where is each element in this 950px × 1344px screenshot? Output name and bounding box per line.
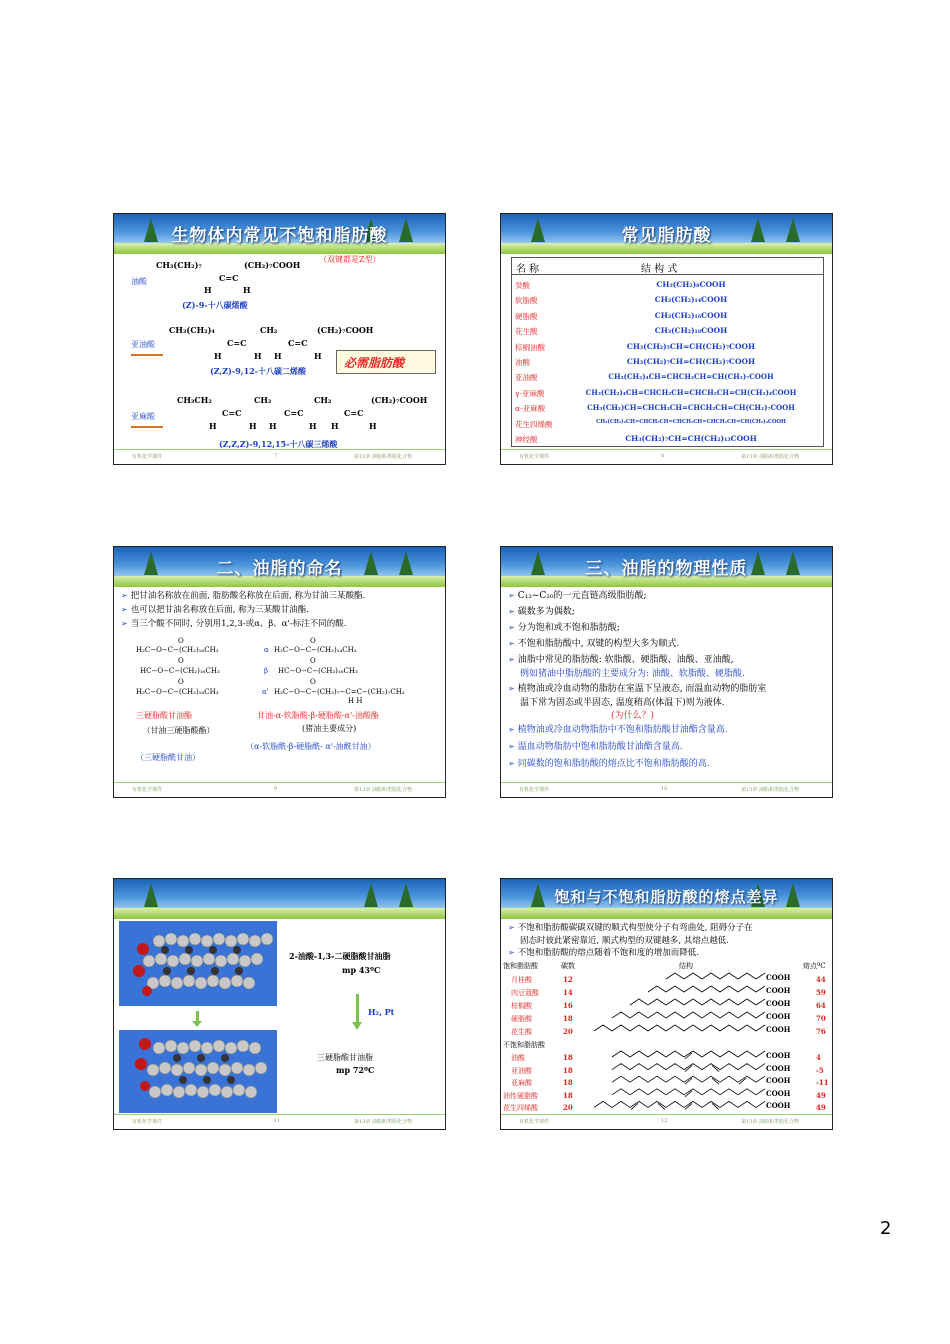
footer-slide-number: 8 bbox=[661, 453, 665, 459]
chain-skeleton bbox=[612, 1076, 765, 1082]
cooh-group: COOH bbox=[766, 1051, 791, 1060]
oleic-label: 油酸 bbox=[131, 277, 147, 286]
cooh-group: COOH bbox=[766, 1025, 791, 1034]
z-note: （双键都是Z型） bbox=[319, 255, 381, 264]
slide-title: 饱和与不饱和脂肪酸的熔点差异 bbox=[554, 888, 779, 906]
why-note: (为什么？) bbox=[611, 711, 655, 721]
double-bond-line bbox=[712, 1066, 719, 1072]
bullet: ➢ 分为饱和或不饱和脂肪酸; bbox=[508, 623, 620, 633]
fatty-acid-name: 花生四烯酸 bbox=[503, 1104, 538, 1113]
melting-point: 44 bbox=[816, 975, 826, 984]
slide-banner bbox=[114, 547, 445, 587]
cooh-group: COOH bbox=[766, 973, 791, 982]
double-bond-line bbox=[739, 1078, 746, 1084]
chain-skeleton bbox=[594, 1025, 765, 1031]
double-bond-line bbox=[712, 1078, 719, 1084]
saturated-header: 饱和脂肪酸 bbox=[503, 962, 538, 970]
carbon-count: 20 bbox=[563, 1027, 573, 1036]
structure-header: 结构 bbox=[679, 962, 693, 970]
cooh-group: COOH bbox=[766, 1088, 791, 1098]
lard-note: (猪油主要成分) bbox=[302, 724, 357, 733]
double-bond-line bbox=[685, 1066, 692, 1072]
double-bond-line bbox=[712, 1103, 719, 1109]
mp-header: 熔点ºC bbox=[803, 962, 826, 970]
linoleic-name: (Z,Z)-9,12-十八碳二烯酸 bbox=[210, 366, 307, 376]
linolenic-label: 亚麻酸 bbox=[131, 412, 155, 421]
fatty-acid-name: 神经酸 bbox=[515, 435, 538, 444]
footer-chapter: 第13章 油脂和类脂化合物 bbox=[354, 787, 412, 793]
fatty-acid-name: 花生四烯酸 bbox=[515, 419, 553, 429]
compound-1-name: 2-油酸-1,3-二硬脂酸甘油脂 bbox=[289, 951, 391, 961]
fatty-acid-name: 硬脂酸 bbox=[515, 311, 538, 321]
melting-point: 70 bbox=[816, 1014, 826, 1023]
slide-banner bbox=[114, 214, 445, 254]
carbon-count: 18 bbox=[563, 1090, 573, 1100]
footer-chapter: 第13章 油脂和类脂化合物 bbox=[741, 787, 799, 793]
double-bond-line bbox=[685, 1078, 692, 1084]
mixed-glyceride-alt: （α-软脂酰-β-硬脂酰- α'-油酰甘油） bbox=[246, 742, 376, 751]
chain-skeleton bbox=[612, 1064, 765, 1070]
formula-part: (CH₂)₇COOH bbox=[371, 395, 428, 405]
oxygen: O bbox=[178, 678, 184, 686]
glyceride-row: H₂C−O−C−(CH₂)₁₄CH₃ bbox=[274, 646, 357, 654]
fatty-acid-formula: CH₃(CH₂)₄CH=CHCH₂CH=CHCH₂CH=CH(CH₂)₄COOH bbox=[585, 387, 797, 397]
h-atom: H bbox=[204, 285, 212, 295]
formula-part: CH₂ bbox=[254, 395, 272, 405]
bullet-continuation: 温下常为固态或半固态, 温度稍高(体温下)则为液体. bbox=[520, 698, 725, 708]
cooh-group: COOH bbox=[766, 1101, 791, 1111]
oxygen: O bbox=[178, 657, 184, 665]
double-bond-line bbox=[685, 1053, 692, 1059]
slide-footer bbox=[501, 449, 832, 462]
slide-unsaturated-fatty-acids bbox=[113, 213, 446, 465]
h-atom: H bbox=[209, 421, 217, 431]
footer-chapter: 第13章 油脂和类脂化合物 bbox=[354, 1119, 412, 1125]
fatty-acid-name: 油酸 bbox=[511, 1054, 525, 1062]
h-atom: H bbox=[369, 421, 377, 431]
h-atom: H bbox=[214, 351, 222, 361]
formula-part: CH₃(CH₂)₄ bbox=[169, 325, 215, 335]
oleic-name: (Z)-9-十八碳烯酸 bbox=[182, 300, 248, 310]
melting-point: 49 bbox=[816, 1103, 826, 1113]
bullet: ➢ 油脂中常见的脂肪酸: 软脂酸、硬脂酸、油酸、亚油酸, bbox=[508, 655, 734, 665]
essential-label: 必需脂肪酸 bbox=[344, 356, 405, 370]
slide-title: 生物体内常见不饱和脂肪酸 bbox=[171, 226, 388, 246]
chain-skeleton bbox=[612, 1089, 765, 1095]
slide-common-fatty-acids bbox=[500, 213, 833, 465]
fatty-acid-name: γ-亚麻酸 bbox=[515, 388, 545, 398]
bullet: ➢ 植物油或冷血动物脂肪中不饱和脂肪酸甘油酯含量高. bbox=[508, 725, 728, 735]
fatty-acid-name: 肉豆蔻酸 bbox=[511, 989, 539, 997]
carbon-count: 18 bbox=[563, 1078, 573, 1088]
col-name-header: 名 称 bbox=[516, 264, 540, 275]
fatty-acid-name: 软脂酸 bbox=[515, 296, 538, 306]
chain-skeleton bbox=[594, 1101, 765, 1107]
fatty-acid-name: 花生酸 bbox=[515, 327, 538, 337]
fatty-acid-name: 棕榈油酸 bbox=[515, 342, 545, 352]
fatty-acid-formula: CH₃(CH₂)₅CH=CH(CH₂)₇COOH bbox=[626, 341, 756, 351]
molecule-model-image bbox=[119, 921, 277, 1006]
glyceride-row: H₂C−O−C−(CH₂)₁₆CH₃ bbox=[136, 646, 219, 654]
bullet-continuation: 固态时彼此紧密靠近, 顺式构型的双键越多, 其熔点越低. bbox=[520, 936, 730, 946]
oxygen: O bbox=[310, 657, 316, 665]
hydrogen-pair: H H bbox=[348, 697, 363, 705]
fatty-acid-formula: CH₃(CH₂)₄CH=CHCH₂CH=CHCH₂CH=CHCH₂CH=CH(CH₂)₃COOH bbox=[596, 418, 786, 425]
linoleic-label: 亚油酸 bbox=[131, 340, 155, 349]
h-atom: H bbox=[331, 421, 339, 431]
fatty-acid-name: 油性硬脂酸 bbox=[503, 1091, 538, 1100]
slide-footer bbox=[114, 1114, 445, 1127]
footer-chapter: 第13章 油脂和类脂化合物 bbox=[354, 454, 412, 460]
bullet: ➢ 植物油或冷血动物的脂肪在室温下呈液态, 而温血动物的脂肪室 bbox=[508, 684, 767, 694]
double-bond: C=C bbox=[344, 408, 364, 418]
chain-skeleton bbox=[648, 986, 765, 992]
bullet: ➢ 不饱和脂肪酸碳碳双键的顺式构型使分子有弯曲处, 阻碍分子在 bbox=[508, 923, 753, 933]
bullet: ➢ 把甘油名称放在前面, 脂肪酸名称放在后面, 称为甘油三某酸酯. bbox=[121, 591, 366, 601]
footer-course: 有机化学课件 bbox=[519, 454, 550, 460]
fatty-acid-formula: CH₃(CH₂)₇CH=CH(CH₂)₁₃COOH bbox=[625, 434, 757, 443]
formula-part: (CH₂)₇COOH bbox=[244, 260, 301, 270]
carbon-count: 18 bbox=[563, 1014, 573, 1023]
fatty-acid-formula: CH₃(CH₂)₁₆COOH bbox=[654, 310, 728, 320]
lard-note: 例如猪油中脂肪酸的主要成分为: 油酸、软脂酸、硬脂酸. bbox=[520, 669, 745, 679]
slide-banner bbox=[114, 879, 445, 919]
linolenic-name: (Z,Z,Z)-9,12,15-十八碳三烯酸 bbox=[219, 439, 338, 449]
slide-footer bbox=[114, 782, 445, 795]
stearin-alt-name: （甘油三硬脂酸酯） bbox=[142, 726, 215, 735]
footer-slide-number: 7 bbox=[274, 453, 278, 459]
carbon-count: 20 bbox=[563, 1103, 573, 1113]
footer-course: 有机化学课件 bbox=[519, 787, 550, 793]
cooh-group: COOH bbox=[766, 1076, 791, 1086]
glyceride-row: H₂C−O−C−(CH₂)₇−C=C−(CH₂)₇CH₃ bbox=[274, 688, 405, 696]
fatty-acid-formula: CH₃(CH₂)₁₄COOH bbox=[654, 295, 728, 305]
slide-footer bbox=[114, 449, 445, 462]
compound-2-mp: mp 72ºC bbox=[336, 1065, 375, 1075]
carbon-count: 14 bbox=[563, 988, 573, 997]
slide-melting-point-differences bbox=[500, 878, 833, 1130]
formula-part: CH₂ bbox=[314, 395, 332, 405]
footer-course: 有机化学课件 bbox=[132, 1119, 163, 1125]
oxygen: O bbox=[310, 678, 316, 686]
slide-hydrogenation bbox=[113, 878, 446, 1130]
melting-point: 4 bbox=[816, 1053, 821, 1062]
melting-point: 59 bbox=[816, 988, 826, 997]
formula-part: (CH₂)₇COOH bbox=[317, 325, 374, 335]
melting-point: 64 bbox=[816, 1001, 826, 1010]
melting-point: 49 bbox=[816, 1090, 826, 1100]
h-atom: H bbox=[314, 351, 322, 361]
fatty-acid-formula: CH₃(CH₂)₄CH=CHCH₂CH=CH(CH₂)₇COOH bbox=[608, 372, 774, 382]
oxygen: O bbox=[310, 637, 316, 645]
h-atom: H bbox=[309, 421, 317, 431]
slide-banner bbox=[501, 214, 832, 254]
alpha-prime-label: α' bbox=[262, 688, 269, 696]
slide-title: 常见脂肪酸 bbox=[621, 226, 712, 246]
unsaturated-header: 不饱和脂肪酸 bbox=[503, 1041, 545, 1049]
chain-skeleton bbox=[630, 999, 765, 1005]
footer-slide-number: 10 bbox=[661, 786, 668, 792]
fatty-acid-name: 癸酸 bbox=[515, 281, 530, 290]
fatty-acid-formula: CH₃(CH₂)₈COOH bbox=[656, 280, 726, 289]
stearin-alt-name-2: （三硬脂酰甘油） bbox=[136, 753, 200, 762]
footer-chapter: 第13章 油脂和类脂化合物 bbox=[741, 454, 799, 460]
footer-course: 有机化学课件 bbox=[132, 454, 163, 460]
bullet: ➢ 不饱和脂肪酸中, 双键的构型大多为顺式. bbox=[508, 639, 680, 649]
glyceride-row: HC−O−C−(CH₂)₁₆CH₃ bbox=[278, 667, 358, 675]
double-bond: C=C bbox=[222, 408, 242, 418]
chain-skeleton bbox=[666, 973, 765, 979]
footer-slide-number: 11 bbox=[274, 1118, 281, 1124]
cooh-group: COOH bbox=[766, 1012, 791, 1021]
double-bond-line bbox=[685, 1103, 692, 1109]
fatty-acid-name: 棕榈酸 bbox=[511, 1002, 532, 1010]
double-bond-line bbox=[685, 1091, 692, 1097]
slide-physical-properties bbox=[500, 546, 833, 798]
fatty-acid-name: 硬脂酸 bbox=[511, 1015, 532, 1023]
h-atom: H bbox=[274, 351, 282, 361]
cooh-group: COOH bbox=[766, 1063, 791, 1073]
reagent-label: H₂, Pt bbox=[368, 1007, 395, 1017]
carbon-count: 18 bbox=[563, 1065, 573, 1075]
formula-part: CH₂ bbox=[260, 325, 278, 335]
fatty-acid-formula: CH₃(CH₂)₁₈COOH bbox=[654, 326, 728, 336]
bullet: ➢ 温血动物脂肪中饱和脂肪酸甘油酯含量高. bbox=[508, 742, 683, 752]
melting-point: 76 bbox=[816, 1027, 826, 1036]
h-atom: H bbox=[249, 421, 257, 431]
col-struct-header: 结 构 式 bbox=[641, 264, 678, 275]
bullet: ➢ 碳数多为偶数; bbox=[508, 607, 575, 617]
cooh-group: COOH bbox=[766, 999, 791, 1008]
h-atom: H bbox=[243, 285, 251, 295]
carbon-header: 碳数 bbox=[561, 962, 575, 970]
fatty-acid-name: 油酸 bbox=[515, 358, 530, 367]
footer-course: 有机化学课件 bbox=[132, 787, 163, 793]
slide-title: 二、油脂的命名 bbox=[216, 559, 343, 579]
double-bond-line bbox=[631, 1103, 638, 1109]
compound-2-name: 三硬脂酸甘油脂 bbox=[317, 1053, 373, 1062]
footer-slide-number: 9 bbox=[274, 786, 278, 792]
compound-1-mp: mp 43ºC bbox=[342, 965, 381, 975]
fatty-acid-formula: CH₃(CH₂)₇CH=CH(CH₂)₇COOH bbox=[626, 357, 756, 366]
slide-banner bbox=[501, 547, 832, 587]
glyceride-row: H₂C−O−C−(CH₂)₁₆CH₃ bbox=[136, 688, 219, 696]
bullet: ➢ 不饱和脂肪酸的熔点随着不饱和度的增加而降低. bbox=[508, 948, 699, 958]
slide-title: 三、油脂的物理性质 bbox=[585, 559, 748, 579]
double-bond: C=C bbox=[284, 408, 304, 418]
formula-part: CH₃CH₂ bbox=[177, 395, 212, 405]
slide-footer bbox=[501, 782, 832, 795]
bullet: ➢ 当三个酸不同时, 分别用1,2,3-或α、β、α'-标注不同的酸. bbox=[121, 619, 347, 629]
chain-skeleton bbox=[612, 1051, 765, 1057]
cooh-group: COOH bbox=[766, 986, 791, 995]
fatty-acid-name: 亚油酸 bbox=[515, 373, 538, 383]
fatty-acid-name: 亚麻酸 bbox=[511, 1079, 532, 1088]
slide-banner bbox=[501, 879, 832, 919]
carbon-count: 16 bbox=[563, 1001, 573, 1010]
double-bond: C=C bbox=[288, 338, 308, 348]
footer-chapter: 第13章 油脂和类脂化合物 bbox=[741, 1119, 799, 1125]
formula-part: CH₃(CH₂)₇ bbox=[156, 260, 202, 270]
molecule-model-image bbox=[119, 1030, 277, 1113]
oxygen: O bbox=[178, 637, 184, 645]
melting-point: -11 bbox=[816, 1078, 829, 1088]
slide-footer bbox=[501, 1114, 832, 1127]
fatty-acid-name: 月桂酸 bbox=[511, 976, 532, 984]
bullet: ➢ 同碳数的饱和脂肪酸的熔点比不饱和脂肪酸的高. bbox=[508, 759, 710, 769]
chain-skeleton bbox=[612, 1012, 765, 1018]
alpha-label: α bbox=[264, 646, 269, 654]
footer-course: 有机化学课件 bbox=[519, 1119, 550, 1125]
melting-point: -5 bbox=[816, 1065, 824, 1075]
fatty-acid-name: 亚油酸 bbox=[511, 1066, 532, 1075]
double-bond: C=C bbox=[227, 338, 247, 348]
h-atom: H bbox=[269, 421, 277, 431]
carbon-count: 12 bbox=[563, 975, 573, 984]
slide-fat-naming bbox=[113, 546, 446, 798]
double-bond-line bbox=[658, 1103, 665, 1109]
footer-slide-number: 12 bbox=[661, 1118, 668, 1124]
double-bond: C=C bbox=[219, 273, 239, 283]
page-number: 2 bbox=[880, 1218, 892, 1239]
bullet: ➢ C₁₂~C₂₀的一元直链高级脂肪酸; bbox=[508, 591, 647, 601]
carbon-count: 18 bbox=[563, 1053, 573, 1062]
fatty-acid-name: 花生酸 bbox=[511, 1028, 532, 1036]
h-atom: H bbox=[254, 351, 262, 361]
bullet: ➢ 也可以把甘油名称放在后面, 称为三某酸甘油酯. bbox=[121, 605, 309, 615]
fatty-acid-name: α-亚麻酸 bbox=[515, 404, 546, 414]
glyceride-row: HC−O−C−(CH₂)₁₆CH₃ bbox=[140, 667, 220, 675]
mixed-glyceride-name: 甘油-α-软脂酸-β-硬脂酸-α'-油酸酯 bbox=[257, 711, 379, 720]
stearin-name: 三硬脂酸甘油酯 bbox=[136, 711, 192, 720]
fatty-acid-formula: CH₃(CH₂)CH=CHCH₂CH=CHCH₂CH=CH(CH₂)₇COOH bbox=[587, 403, 795, 413]
beta-label: β bbox=[264, 667, 269, 675]
